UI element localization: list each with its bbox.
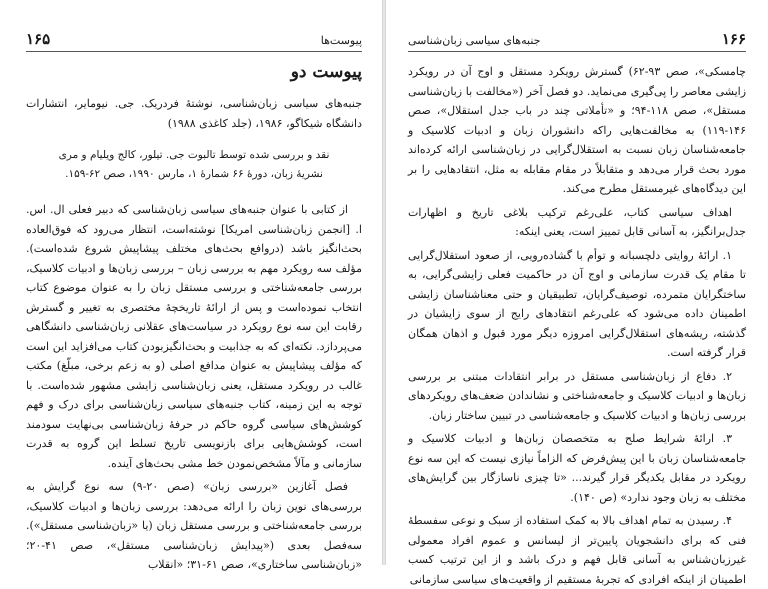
body-paragraph: فصل آغازین «بررسی زبان» (صص ۲۰-۹) سه نوع گرایش به بررسی‌های نوین زبان را ارائه می‌دهد: بررسی زبان‌ها و ادبیات کلاسیک، بررسی جامعه‌شناختی و بررسی مستقل زبان (یا «زبان‌شناسی مستقل»). سه‌فصل بعدی («پیدایش زبان‌شناسی مستقل»، صص ۴۱-۲۰؛ «زبان‌شناسی ساختاری»، صص ۶۱-۳۱؛ «انقلاب xyxy=(26,480,362,571)
list-item: ۱. ارائهٔ روایتی دلچسبانه و توأم با گشاده‌رویی، از صعود استقلال‌گرایی تا مقام یک قدرت سازمانی و اوج آن در حاکمیت فعلی زایشی‌گرایی، به ساختگرایان متمرده، توصیف‌گرایان، تطبیقیان و حتی معناشناسان زایشی اطمینان داده می‌شود که علی‌رغم انتقادهای رایج از سوی زایشیان در گذشته، ریشه‌های استقلال‌گرایی امروزه دیگر مورد قبول و اذهان همگان قرار گرفته است. xyxy=(408,248,746,359)
list-item: ۴. رسیدن به تمام اهداف بالا به کمک استفاده از سبک و نوعی سفسطهٔ فنی که برای دانشجویان پایین‌تر از لیسانس و عموم افراد معمولی غیرزبان‌شناس به آسانی قابل فهم و درک باشد و از این ترتیب کسب اطمینان از اینکه افرادی که تجربهٔ مستقیم از واقعیت‌های سیاسی سازمانی xyxy=(408,514,746,586)
left-page-header xyxy=(26,30,362,52)
book-citation: جنبه‌های سیاسی زبان‌شناسی، نوشتهٔ فردریک. جی. نیومایر، انتشارات دانشگاه شیکاگو، ۱۹۸۶، (جلد کاغذی ۱۹۸۸) xyxy=(26,97,362,130)
right-page-header xyxy=(408,30,746,52)
body-paragraph: چامسکی»، صص ۹۳-۶۲) گسترش رویکرد مستقل و اوج آن در رویکرد زایشی معاصر را پی‌گیری می‌نماید. دو فصل آخر («مخالفت با زبان‌شناسی مستقل»، صص ۱۱۸-۹۴؛ و «تأملاتی چند در باب جدل استقلال»، صص ۱۴۶-۱۱۹) به مخالفت‌هایی راکه دانشوران زبان و ادبیات کلاسیک و جامعه‌شناسان زبان نسبت به استقلال‌گرایی در زبان‌شناسی ارائه کرده‌اند مورد بحث قرار می‌دهد و متقابلاً در مقام مقابله به مثل، انتقادهایی را بر این دیدگاه‌های غیرمستقل مطرح می‌کند. xyxy=(408,65,746,195)
left-page xyxy=(0,0,382,571)
list-item: ۳. ارائهٔ شرایط صلح به متخصصان زبان‌ها و ادبیات کلاسیک و جامعه‌شناسان زبان با این پیش‌فرض که الزاماً نیازی نیست که این سه نوع رویکرد در مقابل یکدیگر قرار گیرند... «تا چیزی ناسازگار بین گرایش‌های مختلف به زبان وجود ندارد» (ص ۱۴۰). xyxy=(408,432,746,504)
journal-line: نشریهٔ زبان، دورهٔ ۶۶ شمارهٔ ۱، مارس ۱۹۹۰، صص ۶۲-۱۵۹. xyxy=(65,168,323,180)
review-note xyxy=(36,146,352,184)
page-number: ۱۶۶ xyxy=(721,30,746,48)
page-number: ۱۶۵ xyxy=(26,30,51,48)
running-header: پیوست‌ها xyxy=(320,34,362,47)
chapter-title: پیوست دو xyxy=(290,62,362,82)
running-header: جنبه‌های سیاسی زبان‌شناسی xyxy=(408,34,541,47)
reviewer-line: نقد و بررسی شده توسط تالبوت جی. تیلور، کالج ویلیام و مری xyxy=(58,149,330,161)
right-page xyxy=(386,0,768,586)
body-paragraph: از کتابی با عنوان جنبه‌های سیاسی زبان‌شناسی که دبیر فعلی ال. اس. ا. [انجمن زبان‌شناسی امریکا] نوشته‌است، انتظار می‌رود که فوق‌العاده بحث‌انگیز باشد (دروافع بحث‌های مختلف پیشاپیش شروع شده‌است). مؤلف سه رویکرد مهم به بررسی زبان – بررسی زبان‌ها و ادبیات کلاسیک، بررسی جامعه‌شناختی و بررسی مستقل زبان را به عنوان موضوع کتاب انتخاب نموده‌است و پس از ارائهٔ تاریخچهٔ مختصری به تغییر و گسترش رقابت این سه نوع رویکرد در سیاست‌های عقلانی زبان‌شناسی دانشگاهی می‌پردازد. نکته‌ای که به جذابیت و بحث‌انگیزبودن کتاب می‌افزاید این است که مؤلف پیشاپیش به عنوان مدافع اصلی (و به زعم برخی، مبلّغ) مکتب غالب در رویکرد مستقل، یعنی زبان‌شناسی زایشی مشهور شده‌است. با توجه به این زمینه، کتاب جنبه‌های سیاسی زبان‌شناسی برای درک و فهم کوشش‌های سیاسی گروه حاکم در حرفهٔ زبان‌شناسی بی‌نهایت سودمند است، کوشش‌هایی برای بازنویسی تاریخ تسلط این گروه به قدرت سازمانی و مآلاً مشخص‌نمودن خط مشی بحث‌های آینده. xyxy=(26,203,362,470)
body-paragraph: اهداف سیاسی کتاب، علی‌رغم ترکیب بلاغی تاریخ و اظهارات جدل‌برانگیز، به آسانی قابل تمییز است، یعنی اینکه: xyxy=(408,205,746,238)
list-item: ۲. دفاع از زبان‌شناسی مستقل در برابر انتقادات مبتنی بر بررسی زبان‌ها و ادبیات کلاسیک و جامعه‌شناختی و نشاندادن ضعف‌های رویکردهای بررسی زبان‌ها و ادبیات کلاسیک و جامعه‌شناسی در تبیین ساختار زبان. xyxy=(408,369,746,422)
